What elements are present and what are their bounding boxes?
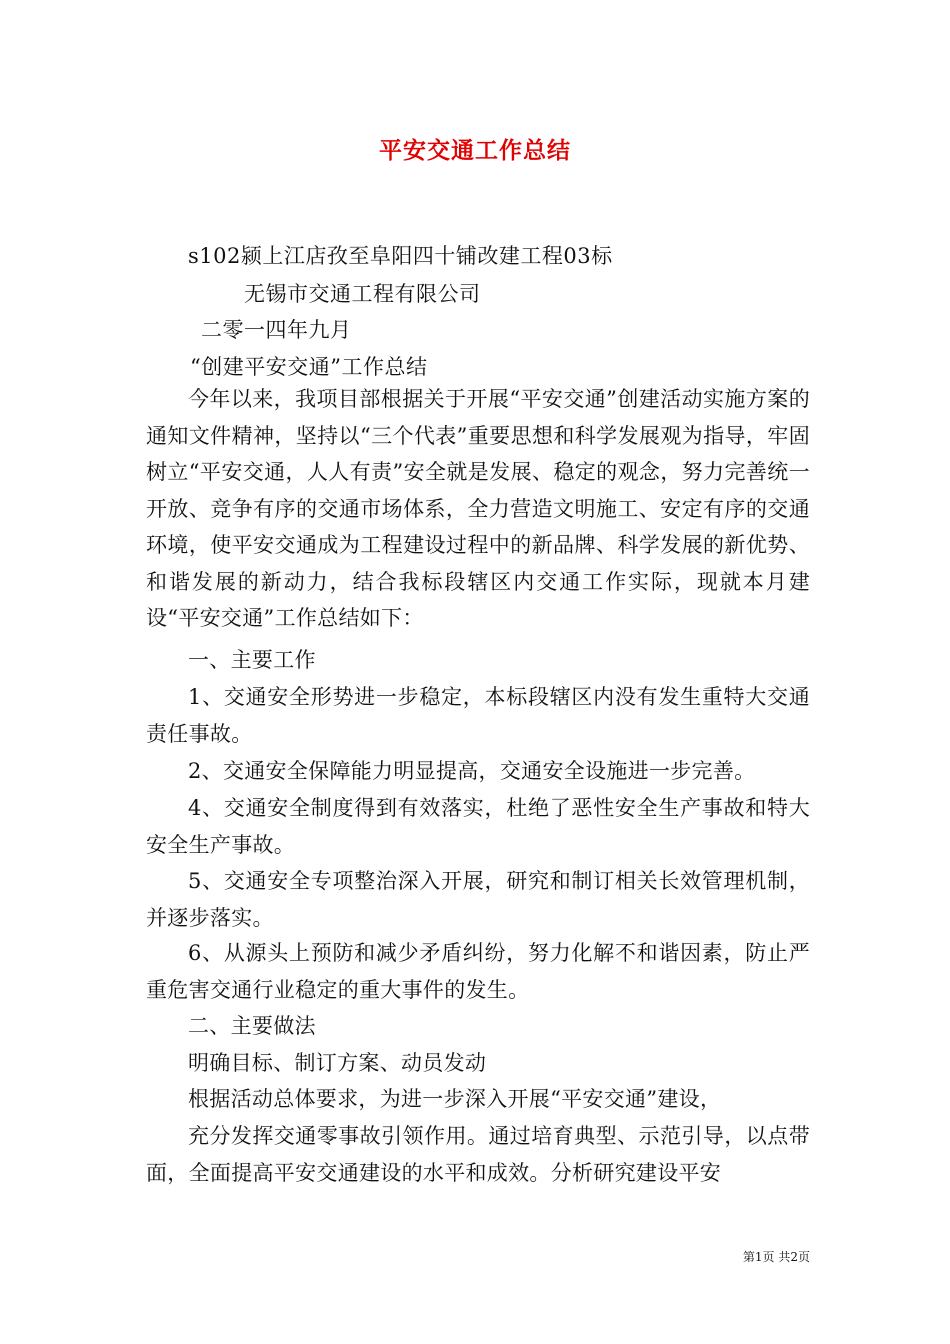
- sub-heading-1: 明确目标、制订方案、动员发动: [188, 1051, 487, 1075]
- list-item-6: 6、从源头上预防和减少矛盾纠纷，努力化解不和谐因素，防止严重危害交通行业稳定的重大事件的发生。: [146, 941, 810, 1002]
- paragraph-2: 充分发挥交通零事故引领作用。通过培育典型、示范引导，以点带面，全面提高平安交通建设的水平和成效。分析研究建设平安: [146, 1124, 810, 1185]
- section-heading-1: 一、主要工作: [188, 648, 316, 672]
- section-heading-2: 二、主要做法: [188, 1014, 316, 1038]
- company-line: 无锡市交通工程有限公司: [244, 282, 481, 306]
- list-item-2: 2、交通安全保障能力明显提高，交通安全设施进一步完善。: [188, 759, 756, 783]
- paragraph-1: 根据活动总体要求，为进一步深入开展“平安交通”建设，: [188, 1087, 722, 1111]
- list-item-1: 1、交通安全形势进一步稳定，本标段辖区内没有发生重特大交通责任事故。: [146, 685, 810, 746]
- project-line: s102颍上江店孜至阜阳四十铺改建工程03标: [188, 244, 613, 268]
- list-item-5: 5、交通安全专项整治深入开展，研究和制订相关长效管理机制，并逐步落实。: [146, 869, 810, 930]
- subtitle-line: “创建平安交通”工作总结: [190, 355, 428, 379]
- list-item-4: 4、交通安全制度得到有效落实，杜绝了恶性安全生产事故和特大安全生产事故。: [146, 796, 810, 857]
- document-title: 平安交通工作总结: [379, 137, 571, 164]
- intro-paragraph: 今年以来，我项目部根据关于开展“平安交通”创建活动实施方案的通知文件精神，坚持以“三个代表”重要思想和科学发展观为指导，牢固树立“平安交通，人人有责”安全就是发展、稳定的观念，努力完善统一开放、竞争有序的交通市场体系，全力营造文明施工、安定有序的交通环境，使平安交通成为工程建设过程中的新品牌、科学发展的新优势、和谐发展的新动力，结合我标段辖区内交通工作实际，现就本月建设“平安交通”工作总结如下：: [146, 387, 810, 630]
- date-line: 二零一四年九月: [201, 318, 352, 342]
- page-number-footer: 第1页 共2页: [742, 1250, 810, 1264]
